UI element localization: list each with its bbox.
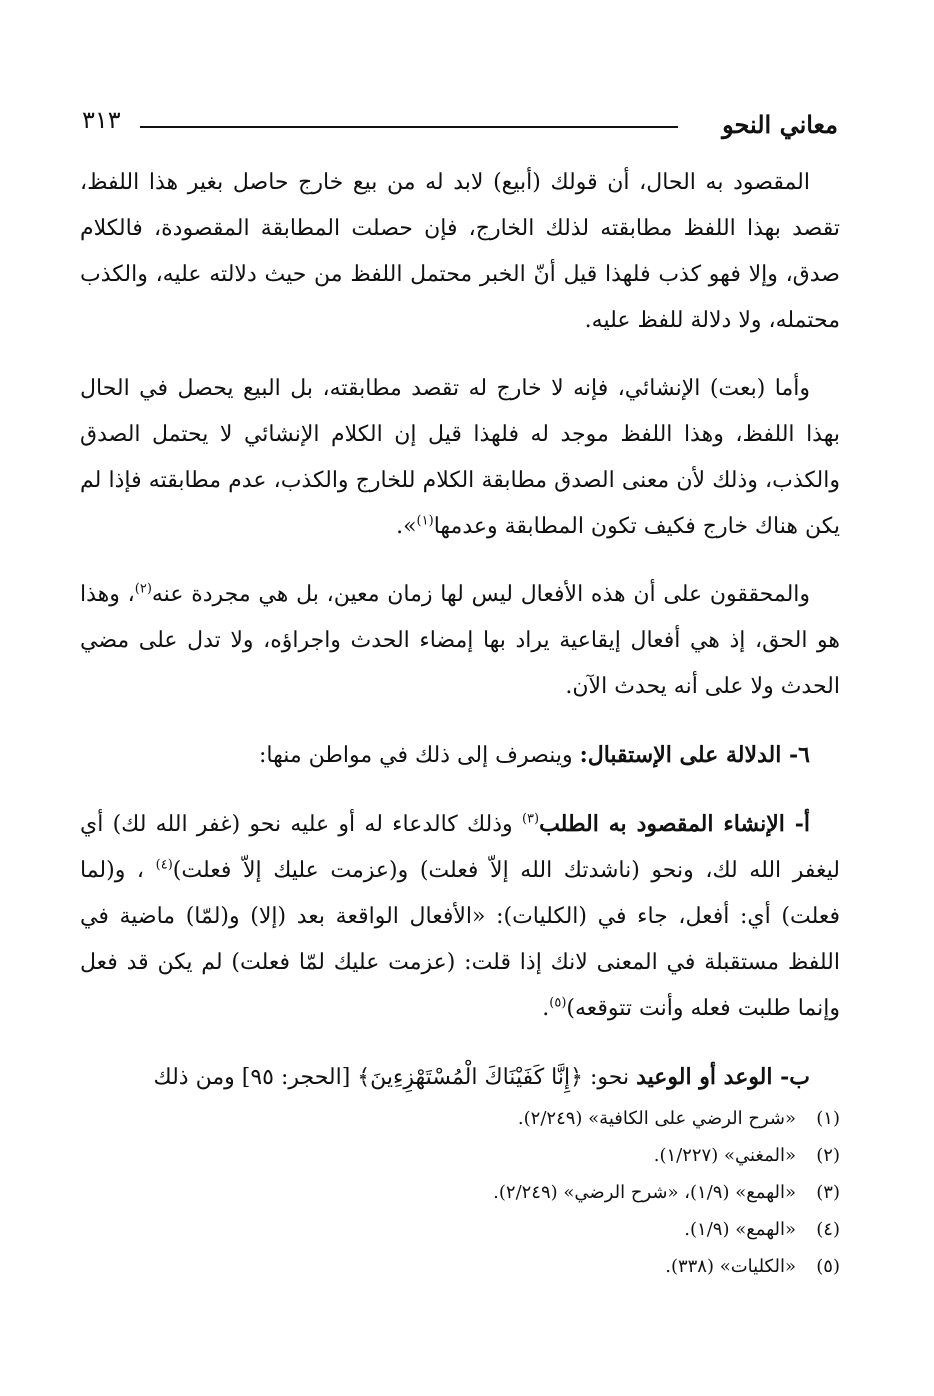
footnote-ref-2: (٢) [134, 581, 152, 597]
footnote-ref-5: (٥) [549, 995, 567, 1011]
footnote [80, 1137, 840, 1174]
page-number: ٣١٣ [82, 106, 121, 134]
footnote [80, 1100, 840, 1137]
footnote-text: «الهمع» (١/٩). [684, 1219, 796, 1240]
footnote [80, 1248, 840, 1285]
footnote-number: (١) [816, 1108, 840, 1129]
footnote-ref-3: (٣) [521, 811, 540, 827]
footnote-ref-4: (٤) [155, 857, 173, 873]
footnotes [80, 1100, 840, 1285]
footnote [80, 1174, 840, 1211]
body-text [80, 160, 840, 1123]
footnote-number: (٣) [816, 1182, 840, 1203]
paragraph-3: والمحققون على أن هذه الأفعال ليس لها زمان معين، بل هي مجردة عنه$^{(٢)}$، وهذا هو الحق، إذ هي أفعال إيقاعية يراد بها إمضاء الحدث واجراؤه، ولا تدل على مضي الحدث ولا على أنه يحدث الآن. [80, 581, 840, 699]
footnote [80, 1211, 840, 1248]
paragraph-6: ب- الوعد أو الوعيد نحو: ﴿إِنَّا كَفَيْنَاكَ الْمُسْتَهْزِءِينَ﴾ [الحجر: ٩٥] ومن ذلك [153, 1064, 810, 1090]
subsection-heading-a: أ- الإنشاء المقصود به الطلب [539, 811, 811, 837]
section-heading: ٦- الدلالة على الإستقبال: [579, 742, 810, 768]
header-rule [140, 126, 678, 128]
paragraph-1: المقصود به الحال، أن قولك (أبيع) لابد له من بيع خارج حاصل بغير هذا اللفظ، تقصد بهذا اللفظ مطابقته لذلك الخارج، فإن حصلت المطابقة المقصودة، فالكلام صدق، وإلا فهو كذب فلهذا قيل أنّ الخبر محتمل اللفظ من حيث دلالته عليه، والكذب محتمله، ولا دلالة للفظ عليه. [80, 170, 840, 333]
subsection-heading-b: ب- الوعد أو الوعيد [636, 1064, 810, 1090]
footnote-ref-1: (١) [416, 513, 434, 529]
footnote-text: «الهمع» (١/٩)، «شرح الرضي» (٢/٢٤٩). [493, 1182, 796, 1203]
page-header [82, 96, 838, 146]
footnote-text: «الكليات» (٣٣٨). [665, 1256, 796, 1277]
footnote-text: «المغني» (١/٢٢٧). [653, 1145, 796, 1166]
paragraph-5: أ- الإنشاء المقصود به الطلب$^{(٣)}$ وذلك كالدعاء له أو عليه نحو (غفر الله لك) أي ليغفر الله لك، ونحو (ناشدتك الله إلاّ فعلت) و(عزمت عليك إلاّ فعلت)$^{(٤)}$ ، و(لما فعلت) أي: أفعل، جاء في (الكليات): «الأفعال الواقعة بعد (إلا) و(لمّا) ماضية في اللفظ مستقبلة في المعنى لانك إذا قلت: (عزمت عليك لمّا فعلت) لم يكن قد فعل وإنما طلبت فعله وأنت تتوقعه)$^{(٥)}$. [80, 811, 840, 1021]
footnote-text: «شرح الرضي على الكافية» (٢/٢٤٩). [517, 1108, 796, 1129]
paragraph-4-heading: ٦- الدلالة على الإستقبال: وينصرف إلى ذلك في مواطن منها: [258, 742, 810, 768]
footnote-number: (٢) [816, 1145, 840, 1166]
running-title: معاني النحو [722, 110, 838, 139]
footnote-number: (٥) [816, 1256, 840, 1277]
footnote-number: (٤) [816, 1219, 840, 1240]
paragraph-2: وأما (بعت) الإنشائي، فإنه لا خارج له تقصد مطابقته، بل البيع يحصل في الحال بهذا اللفظ، وهذا اللفظ موجد له فلهذا قيل إن الكلام الإنشائي لا يحتمل الصدق والكذب، وذلك لأن معنى الصدق مطابقة الكلام للخارج والكذب، عدم مطابقته فإذا لم يكن هناك خارج فكيف تكون المطابقة وعدمها$^{(١)}$». [80, 376, 840, 539]
